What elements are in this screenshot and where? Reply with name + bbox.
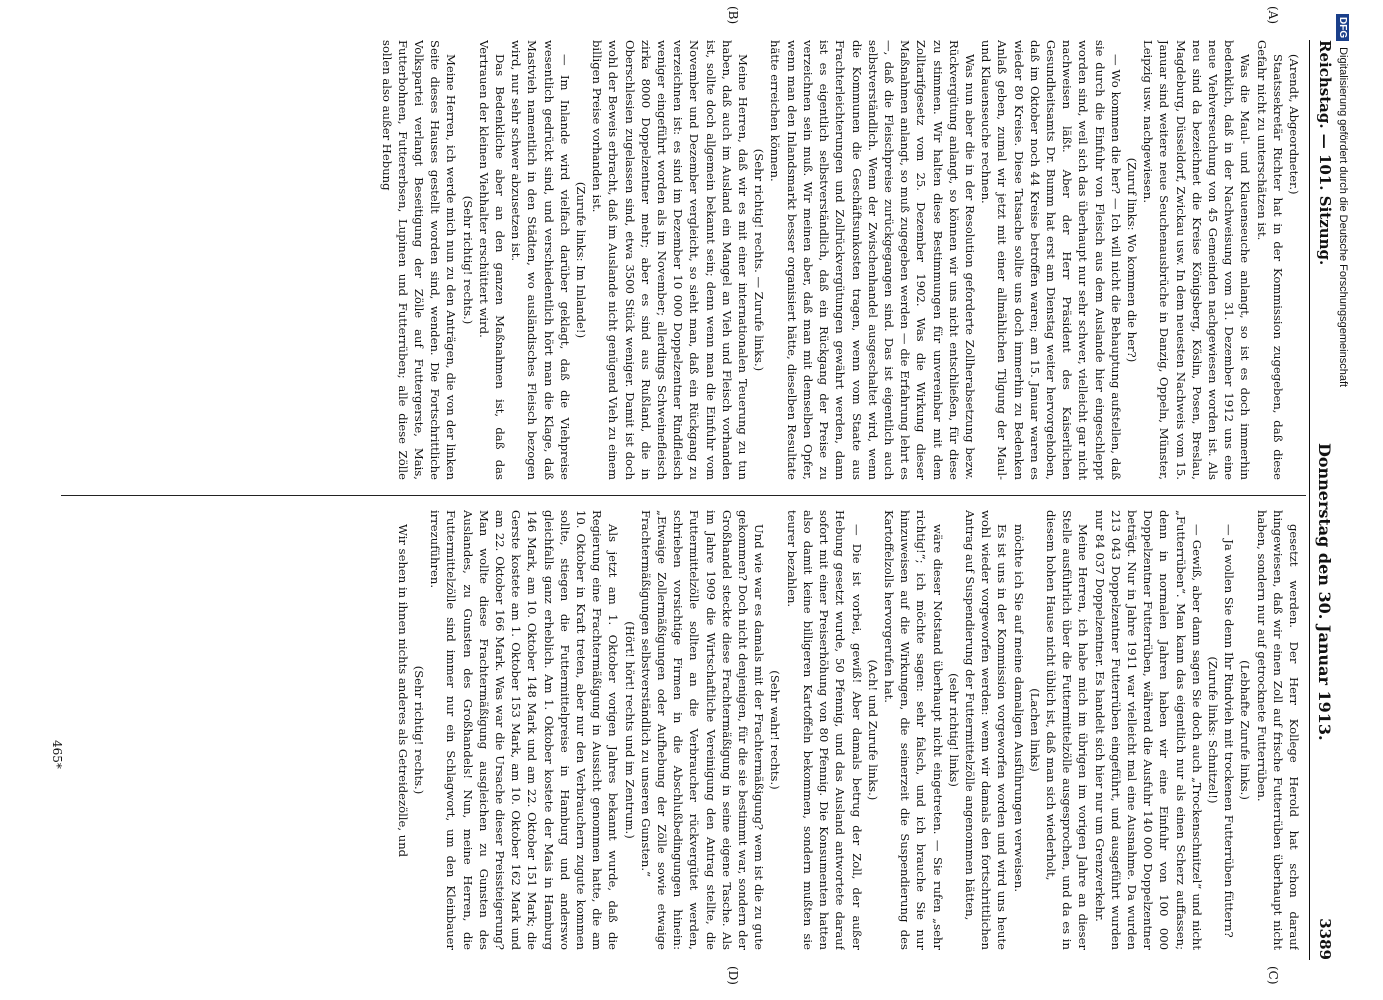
signature-mark: 465* xyxy=(50,740,64,769)
digitization-sidebar xyxy=(1332,14,1354,974)
margin-mark-c: (C) xyxy=(1266,966,1280,985)
margin-mark-b: (B) xyxy=(726,6,740,25)
paragraph: Das Bedenkliche aber an den ganzen Maßnahmen ist, daß das Vertrauen der kleinen Viehhalter erschüttert wird. xyxy=(476,40,508,480)
paragraph: (Sehr wahr! rechts.) xyxy=(768,670,783,790)
paragraph: Es ist uns in der Kommission vorgeworfen worden und wird uns heute wohl wieder vorgeworfen werden: wenn wir damals den fortschrittlichen Antrag auf Suspendierung der Futtermittelzölle angenommen hätten, xyxy=(962,510,1010,950)
paragraph: (Zuruf links: Wo kommen die her?) xyxy=(1124,157,1139,363)
paragraph: Was die Maul- und Klauenseuche anlangt, so ist es doch immerhin bedenklich, daß in der Nachweisung vom 31. Dezember 1912 uns eine neue Viehverseuchung von 45 Gemeinden nachgewiesen worden ist. Als neu sind da bezeichnet die Kreise Königsberg, Köslin, Posen, Breslau, Magdeburg, Düsseldorf, Zwickau usw. In dem neuesten Nachweis vom 15. Januar sind weitere neue Seuchenausbrüche in Danzig, Oppeln, Münster, Leipzig usw. nachgewiesen. xyxy=(1141,40,1253,480)
header-left: Reichstag. — 101. Sitzung. xyxy=(1316,40,1334,266)
paragraph: Meine Herren, ich habe mich im übrigen im vorigen Jahre an dieser Stelle ausführlich über die Futtermittelzölle ausgesprochen, und da es in diesem hohen Hause nicht üblich ist, daß man sich wiederholt, xyxy=(1043,510,1091,950)
paragraph: Als jetzt am 1. Oktober vorigen Jahres bekannt wurde, daß die Regierung eine Frachtermäßigung in Aussicht genommen hatte, die am 10. Oktober in Kraft treten, aber nur den Verbrauchern zugute kommen sollte, stiegen die Futtermittelpreise in Hamburg und anderswo gleichfalls ganz erheblich. Am 1. Oktober kostete der Mais in Hamburg 146 Mark, am 10. Oktober 148 Mark und am 22. Oktober 151 Mark; die Gerste kostete am 1. Oktober 153 Mark, am 10. Oktober 162 Mark und am 22. Oktober 166 Mark. Was war die Ursache dieser Preissteigerung? Man wollte diese Frachtermäßigung ausgleichen zu Gunsten des Auslandes, zu Gunsten des Großhandels! Nun, meine Herren, die Futtermittelzölle sind immer nur ein Schlagwort, um den Kleinbauer irrezuführen. xyxy=(428,510,621,950)
margin-mark-a: (A) xyxy=(1266,6,1280,25)
paragraph: — Ja wollen Sie denn Ihr Rindvieh mit trockenen Futterrüben füttern? xyxy=(1222,524,1237,938)
column-divider xyxy=(61,495,1306,496)
paragraph: Was nun aber die in der Resolution geforderte Zollherabsetzung bezw. Rückvergütung anlangt, so können wir uns nicht entschließen, für diese zu stimmen. Wir halten diese Bestimmungen für unvereinbar mit dem Zolltarifgesetz vom 25. Dezember 1902. Was die Wirkung dieser Maßnahmen anlangt, so muß zugegeben werden — die Erfahrung lehrt es —, daß die Fleischpreise zurückgegangen sind. Das ist eigentlich auch selbstverständlich. Wenn der Zwischenhandel ausgeschaltet wird, wenn die Kommunen die Geschäftsunkosten tragen, wenn vom Staate aus Frachterleichterungen und Zollrückvergütungen gewährt werden, dann ist es eigentlich selbstverständlich, daß ein Rückgang der Preise zu verzeichnen sein muß. Wir meinen aber, daß man mit demselben Opfer, wenn man den Inlandsmarkt besser organisiert hätte, dieselben Resultate hätte erreichen können. xyxy=(768,40,977,480)
margin-mark-d: (D) xyxy=(726,966,740,985)
digitization-note: Digitalisierung gefördert durch die Deutsche Forschungsgemeinschaft xyxy=(1337,47,1349,388)
dfg-logo: DFG xyxy=(1337,14,1350,41)
paragraph: Wir sehen in ihnen nichts anderes als Getreidezölle, und xyxy=(395,524,410,858)
right-column xyxy=(67,510,1302,950)
paragraph: — Wo kommen die her? — Ich will nicht die Behauptung aufstellen, daß sie durch die Einfuhr von Fleisch aus dem Auslande hier eingeschleppt worden sind, weil sich das überhaupt nur sehr schwer, vielleicht gar nicht nachweisen läßt. Aber der Herr Präsident des Kaiserlichen Gesundheitsamts Dr. Bumm hat erst am Dienstag weiter hervorgehoben, daß im Oktober noch 44 Kreise betroffen waren; am 15. Januar waren es wieder 80 Kreise. Diese Tatsache sollte uns doch immerhin zu Bedenken Anlaß geben, zumal wir jetzt mit einer allmählichen Tilgung der Maul- und Klauenseuche rechnen. xyxy=(979,40,1123,480)
paragraph: Meine Herren, ich werde mich nun zu den Anträgen, die von der linken Seite dieses Hauses gestellt worden sind, wenden. Die Fortschrittliche Volkspartei verlangt Beseitigung der Zölle auf Futtergerste, Mais, Futterbohnen, Futtererbsen, Lupinen und Futterrüben; alle diese Zölle sollen also außer Hebung xyxy=(379,40,459,480)
paragraph: (Ach! und Zurufe links.) xyxy=(865,659,880,801)
paragraph: (Lachen links) xyxy=(1027,688,1042,772)
header-date: Donnerstag den 30. Januar 1913. xyxy=(1315,442,1335,741)
paragraph: (Arendt, Abgeordneter.) xyxy=(1287,54,1301,195)
paragraph: Und wie war es damals mit der Frachtermäßigung? wem ist die zu gute gekommen? Doch nicht denjenigen, für die sie bestimmt war, sondern der Großhandel steckte diese Frachtermäßigung in seine eigene Tasche. Als im Jahre 1909 die Wirtschaftliche Vereinigung den Antrag stellte, die Futtermittelzölle sollten an die Verbraucher rückvergütet werden, schrieben vorsichtige Firmen in die Abschlußbedingungen hinein: „Etwaige Zollermäßigungen oder Aufhebung der Zölle sowie etwaige Frachtermäßigungen selbstverständlich zu unseren Gunsten.“ xyxy=(638,510,767,950)
paragraph: wäre dieser Notstand überhaupt nicht eingetreten. — Sie rufen „sehr richtig!“; ich möchte sagen: sehr falsch, und ich brauche Sie nur hinzuweisen auf die Wirkungen, die seinerzeit die Suspendierung des Kartoffelzolls hervorgerufen hat. xyxy=(881,510,945,950)
paragraph: möchte ich Sie auf meine damaligen Ausführungen verweisen. xyxy=(1011,524,1026,893)
paragraph: (Hört! hört! rechts und im Zentrum.) xyxy=(622,621,637,839)
paragraph: — Gewiß, aber dann sagen Sie doch auch „Trockenschnitzel“ und nicht „Futterrüben“. Man kann das eigentlich nur als einen Scherz auffassen; denn in normalen Jahren haben wir eine Einfuhr von 100 000 Doppelzentner Futterrüben, während die Ausfuhr 140 000 Doppelzentner beträgt. Nur in Jahre 1911 war vielleicht mal eine Ausnahme. Da wurden 213 043 Doppelzentner Futterrüben eingeführt, und ausgeführt wurden nur 84 037 Doppelzentner. Es handelt sich hier nur um Grenzverkehr. xyxy=(1092,510,1204,950)
paragraph: (Sehr richtig! rechts. — Zurufe links.) xyxy=(752,148,767,372)
paragraph: — Die ist vorbei, gewiß! Aber damals betrug der Zoll, der außer Hebung gesetzt wurde, 50 Pfennig, und das Ausland antwortete darauf sofort mit einer Preiserhöhung von 80 Pfennig. Die Konsumenten hatten also damit keine billigeren Kartoffeln bekommen, sondern mußten sie teurer bezahlen. xyxy=(784,510,864,950)
paragraph: (Sehr richtig! rechts.) xyxy=(460,195,475,325)
paragraph: (Lebhafte Zurufe links.) xyxy=(1238,660,1253,800)
paragraph: Staatssekretär Richter hat in der Kommission zugegeben, daß diese Gefahr nicht zu unterschätzen ist. xyxy=(1254,40,1285,480)
page-number: 3389 xyxy=(1316,918,1334,960)
paragraph: (Zurufe links: Schnitzel!) xyxy=(1205,656,1220,804)
left-column xyxy=(67,40,1302,480)
paragraph: (sehr richtig! links) xyxy=(946,673,961,787)
paragraph: (Zurufe links: Im Inlande!) xyxy=(574,181,589,339)
rotated-page-content xyxy=(50,6,1340,985)
paragraph: gesetzt werden. Der Herr Kollege Herold hat schon darauf hingewiesen, daß wir einen Zoll auf frische Futterrüben überhaupt nicht haben, sondern nur auf getrocknete Futterrüben. xyxy=(1254,510,1301,950)
paragraph: (Sehr richtig! rechts.) xyxy=(412,665,427,795)
paragraph: — Im Inlande wird vielfach darüber geklagt, daß die Viehpreise wesentlich gedrückt sind, und verschiedentlich hört man die Klage, daß Mastvieh namentlich in den Städten, wo ausländisches Fleisch bezogen wird, nur sehr schwer abzusetzen ist. xyxy=(509,40,572,480)
paragraph: Meine Herren, daß wir es mit einer internationalen Teuerung zu tun haben, daß auch im Ausland ein Mangel an Vieh und Fleisch vorhanden ist, sollte doch allgemein bekannt sein; denn wenn man die Einfuhr vom November und Dezember vergleicht, so sieht man, daß ein Rückgang zu verzeichnen ist: es sind im Dezember 10 000 Doppelzentner Rindfleisch weniger eingeführt worden als im November; allerdings Schweinefleisch zirka 8000 Doppelzentner mehr; aber es sind aus Rußland, die in Oberschlesien zugelassen sind, etwa 3500 Stück weniger. Damit ist doch wohl der Beweis erbracht, daß im Auslande nicht genügend Vieh zu einem billigen Preise vorhanden ist. xyxy=(590,40,751,480)
